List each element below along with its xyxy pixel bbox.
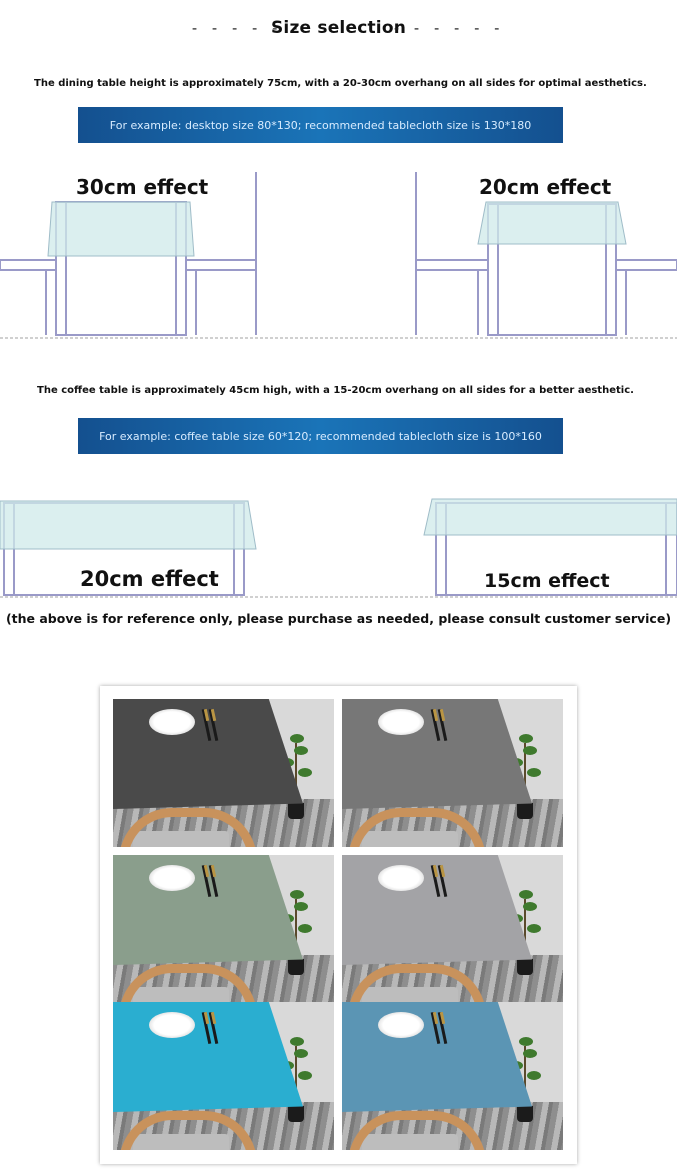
coffee-example-banner: For example: coffee table size 60*120; recommended tablecloth size is 100*160	[78, 418, 563, 454]
plant-leaf	[519, 1037, 533, 1046]
color-swatch-tile[interactable]	[342, 855, 563, 1003]
plant-leaf	[298, 924, 312, 933]
plant-pot	[288, 803, 304, 819]
plant-leaf	[298, 768, 312, 777]
coffee-note: The coffee table is approximately 45cm high, with a 15-20cm overhang on all sides for a better aesthetic.	[37, 385, 634, 396]
plant-pot	[517, 1106, 533, 1122]
plate	[378, 709, 424, 735]
plant-leaf	[527, 768, 541, 777]
plate	[378, 865, 424, 891]
color-swatch-tile[interactable]	[113, 855, 334, 1003]
color-swatch-tile[interactable]	[113, 699, 334, 847]
plant-leaf	[523, 902, 537, 911]
dining-left-effect-label: 30cm effect	[76, 175, 209, 199]
plant-pot	[288, 959, 304, 975]
coffee-left-effect-label: 20cm effect	[80, 567, 219, 591]
plant-leaf	[290, 1037, 304, 1046]
plant-leaf	[519, 890, 533, 899]
plant-leaf	[519, 734, 533, 743]
color-swatch-tile[interactable]	[342, 699, 563, 847]
plant-leaf	[523, 1049, 537, 1058]
color-swatch-tile[interactable]	[113, 1002, 334, 1150]
coffee-right-effect-label: 15cm effect	[484, 570, 610, 592]
plant-leaf	[523, 746, 537, 755]
plant-leaf	[294, 1049, 308, 1058]
plant-pot	[517, 959, 533, 975]
dining-example-banner: For example: desktop size 80*130; recommended tablecloth size is 130*180	[78, 107, 563, 143]
plate	[149, 709, 195, 735]
plate	[149, 1012, 195, 1038]
plant-leaf	[294, 902, 308, 911]
plate	[378, 1012, 424, 1038]
plant-leaf	[527, 924, 541, 933]
color-swatch-gallery	[100, 686, 577, 1164]
color-swatch-tile[interactable]	[342, 1002, 563, 1150]
plant-leaf	[527, 1071, 541, 1080]
plant-leaf	[290, 890, 304, 899]
page-title: Size selection	[270, 18, 407, 38]
plant-leaf	[294, 746, 308, 755]
title-dashes-left: - - - - - -	[190, 19, 301, 37]
dining-right-effect-label: 20cm effect	[479, 175, 612, 199]
plant-pot	[517, 803, 533, 819]
title-dashes-right: - - - - - -	[392, 19, 503, 37]
plant-leaf	[290, 734, 304, 743]
plant-pot	[288, 1106, 304, 1122]
dining-note: The dining table height is approximately 75cm, with a 20-30cm overhang on all sides for optimal aesthetics.	[34, 78, 647, 89]
plate	[149, 865, 195, 891]
plant-leaf	[298, 1071, 312, 1080]
disclaimer-text: (the above is for reference only, please purchase as needed, please consult customer service)	[5, 611, 672, 626]
